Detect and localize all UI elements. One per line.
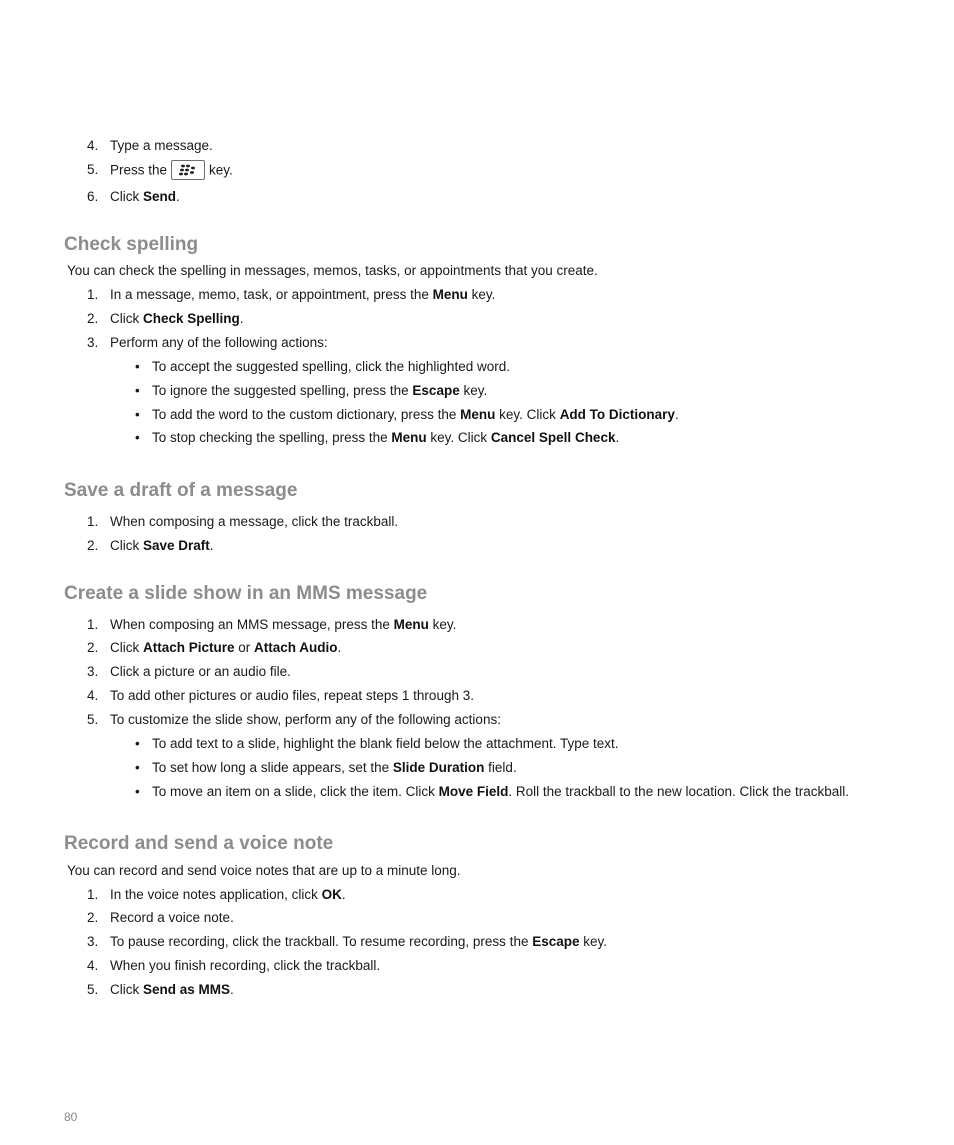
step-text-post: key. [209,162,233,178]
bullet-text-bold: Move Field [438,784,509,799]
bullet-text: To add text to a slide, highlight the blank field below the attachment. Type text. [152,736,619,751]
step-number: 5. [87,712,99,727]
step-number: 2. [87,311,99,326]
step-number: 4. [87,138,99,153]
bullet-text-pre: To ignore the suggested spelling, press the [152,383,413,398]
step-text-post: . [239,311,244,326]
step-text-post: . [230,982,234,997]
section-heading-check-spelling: Check spelling [64,234,199,255]
bullet: • [135,760,140,775]
bullet-text-bold: Add To Dictionary [559,407,675,422]
bullet-text-pre: To move an item on a slide, click the item. Click [152,784,439,799]
step-text-post: . [176,189,180,204]
step-text [110,161,233,181]
step-number: 5. [87,982,99,997]
step-text-pre: To pause recording, click the trackball. To resume recording, press the [110,934,533,949]
step-text [110,616,456,634]
step-text-pre: Click [110,982,143,997]
step-text: To add other pictures or audio files, repeat steps 1 through 3. [110,688,474,703]
section-intro: You can record and send voice notes that are up to a minute long. [67,863,461,878]
step-text-bold: Attach Picture [143,640,235,655]
step-text [110,886,346,904]
bullet-text: To accept the suggested spelling, click the highlighted word. [152,359,510,374]
bullet-text-bold: Slide Duration [392,760,485,775]
step-text [110,933,607,951]
bullet: • [135,359,140,374]
step-text: When you finish recording, click the trackball. [110,958,381,973]
bullet-text-post: field. [484,760,517,775]
bullet-text [152,429,619,447]
step-number: 2. [87,910,99,925]
step-text [110,639,341,657]
step-number: 4. [87,688,99,703]
step-text-bold: Check Spelling [143,311,240,326]
step-text-post: . [337,640,342,655]
step-text-bold: Attach Audio [254,640,338,655]
section-heading-slide-show: Create a slide show in an MMS message [64,583,428,604]
bullet: • [135,736,140,751]
step-text-pre: Click [110,538,143,553]
bullet-text-mid: key. Click [426,430,491,445]
bullet: • [135,430,140,445]
bullet-text [152,382,487,400]
bullet-text-post: . [615,430,620,445]
bullet-text-mid: key. Click [495,407,560,422]
bullet: • [135,784,140,799]
bullet-text [152,759,517,777]
step-text [110,310,244,328]
bullet-text-bold: Menu [460,407,496,422]
step-number: 1. [87,287,99,302]
step-text-bold: Send as MMS [143,982,231,997]
step-text-pre: Click [110,189,143,204]
bullet-text-pre: To set how long a slide appears, set the [152,760,393,775]
section-heading-save-draft: Save a draft of a message [64,480,298,501]
step-text-post: . [209,538,214,553]
bullet-text-pre: To stop checking the spelling, press the [152,430,392,445]
step-text [110,981,234,999]
bullet-text-bold: Menu [391,430,427,445]
step-number: 1. [87,887,99,902]
bullet-text-bold: Cancel Spell Check [490,430,616,445]
step-number: 1. [87,514,99,529]
step-number: 2. [87,640,99,655]
step-text-bold: Send [143,189,177,204]
step-number: 3. [87,335,99,350]
step-number: 3. [87,664,99,679]
blackberry-menu-key-icon [171,160,205,180]
step-number: 3. [87,934,99,949]
step-text-mid: key. [428,617,457,632]
bullet-text-bold: Escape [412,383,460,398]
step-text-pre: Click [110,311,143,326]
step-text [110,188,180,206]
step-text-pre: In a message, memo, task, or appointment, press the [110,287,433,302]
bullet-text [152,783,849,801]
bullet-text-post: . Roll the trackball to the new location. Click the trackball. [508,784,850,799]
step-text-pre: In the voice notes application, click [110,887,322,902]
section-heading-voice-note: Record and send a voice note [64,833,334,854]
step-text-bold: Menu [393,617,429,632]
step-text-bold: Menu [432,287,468,302]
bullet: • [135,407,140,422]
step-text-bold: Escape [532,934,580,949]
step-text: When composing a message, click the trackball. [110,514,399,529]
step-text-bold: OK [321,887,342,902]
step-number: 6. [87,189,99,204]
page-number: 80 [64,1110,78,1124]
step-number: 4. [87,958,99,973]
bullet-text [152,406,679,424]
step-text-pre: Click [110,640,143,655]
section-intro: You can check the spelling in messages, memos, tasks, or appointments that you create. [67,263,598,278]
step-text [110,286,495,304]
step-text: To customize the slide show, perform any of the following actions: [110,712,501,727]
step-text-post: key. [579,934,608,949]
step-text-bold: Save Draft [143,538,210,553]
bullet-text-post: . [674,407,679,422]
step-text-pre: Press the [110,162,168,178]
step-text: Perform any of the following actions: [110,335,328,350]
step-number: 5. [87,162,99,177]
step-text: Click a picture or an audio file. [110,664,291,679]
bullet-text-pre: To add the word to the custom dictionary, press the [152,407,461,422]
step-text-post: . [341,887,346,902]
bullet-text-mid: key. [459,383,488,398]
step-text: Type a message. [110,138,213,153]
step-number: 2. [87,538,99,553]
step-text-mid: or [234,640,255,655]
step-text-post: key. [467,287,496,302]
step-text-pre: When composing an MMS message, press the [110,617,394,632]
step-text [110,537,214,555]
step-text: Record a voice note. [110,910,234,925]
bullet: • [135,383,140,398]
step-number: 1. [87,617,99,632]
